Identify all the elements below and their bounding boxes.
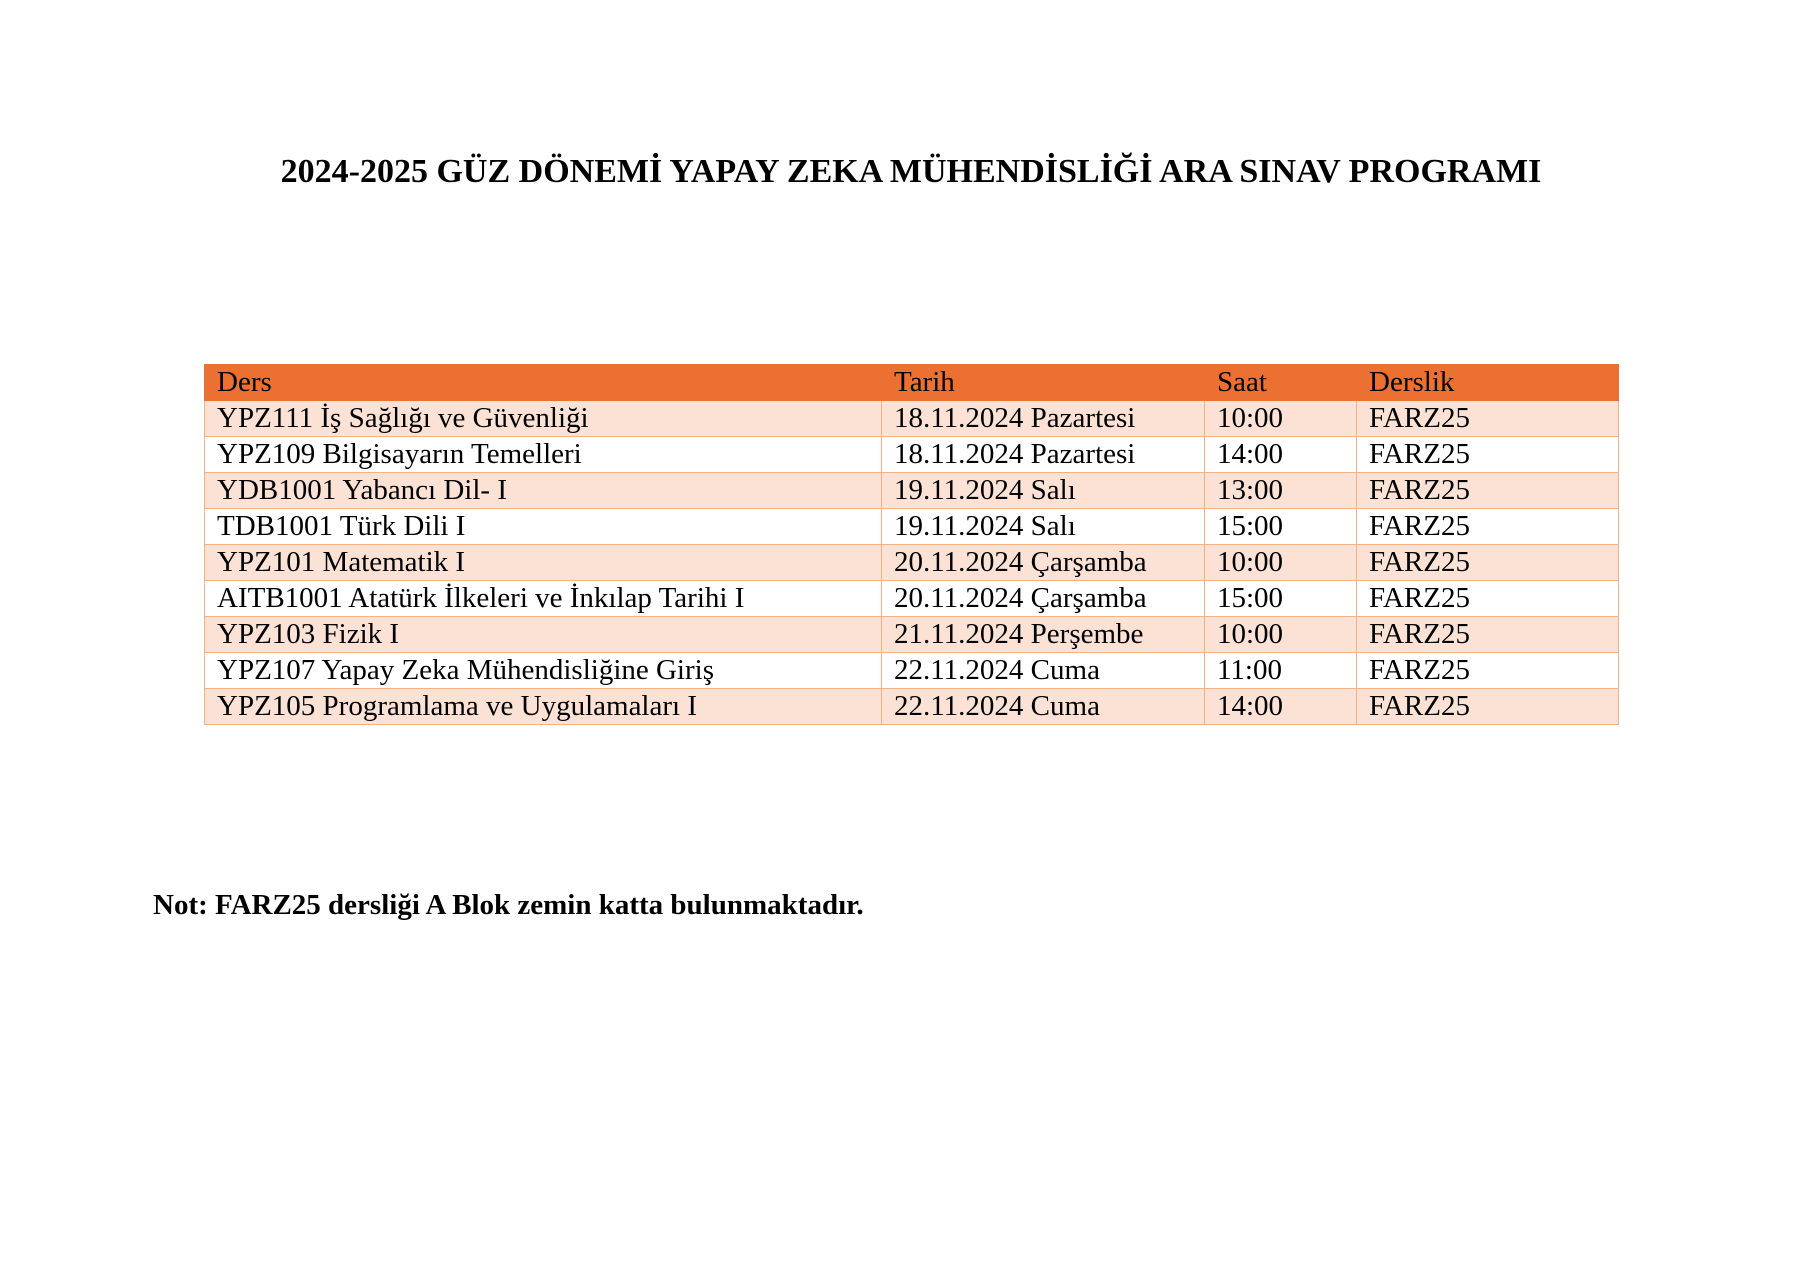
cell-derslik: FARZ25 xyxy=(1357,581,1619,617)
table-row xyxy=(205,545,1619,581)
cell-derslik: FARZ25 xyxy=(1357,473,1619,509)
cell-ders: YPZ101 Matematik I xyxy=(205,545,882,581)
cell-derslik: FARZ25 xyxy=(1357,689,1619,725)
cell-ders: YPZ103 Fizik I xyxy=(205,617,882,653)
table-row xyxy=(205,473,1619,509)
table-row xyxy=(205,401,1619,437)
cell-ders: YDB1001 Yabancı Dil- I xyxy=(205,473,882,509)
header-saat: Saat xyxy=(1205,365,1357,401)
cell-saat: 11:00 xyxy=(1205,653,1357,689)
cell-tarih: 19.11.2024 Salı xyxy=(882,473,1205,509)
header-ders: Ders xyxy=(205,365,882,401)
header-tarih: Tarih xyxy=(882,365,1205,401)
cell-saat: 10:00 xyxy=(1205,401,1357,437)
page-title: 2024-2025 GÜZ DÖNEMİ YAPAY ZEKA MÜHENDİSLİĞİ ARA SINAV PROGRAMI xyxy=(280,153,1542,190)
cell-ders: YPZ107 Yapay Zeka Mühendisliğine Giriş xyxy=(205,653,882,689)
cell-tarih: 21.11.2024 Perşembe xyxy=(882,617,1205,653)
header-derslik: Derslik xyxy=(1357,365,1619,401)
cell-ders: TDB1001 Türk Dili I xyxy=(205,509,882,545)
cell-tarih: 18.11.2024 Pazartesi xyxy=(882,401,1205,437)
table-header-row xyxy=(205,365,1619,401)
table-row xyxy=(205,581,1619,617)
cell-tarih: 22.11.2024 Cuma xyxy=(882,653,1205,689)
table-row xyxy=(205,689,1619,725)
table-row xyxy=(205,617,1619,653)
cell-tarih: 19.11.2024 Salı xyxy=(882,509,1205,545)
cell-tarih: 20.11.2024 Çarşamba xyxy=(882,545,1205,581)
cell-ders: YPZ111 İş Sağlığı ve Güvenliği xyxy=(205,401,882,437)
table-row xyxy=(205,437,1619,473)
cell-tarih: 20.11.2024 Çarşamba xyxy=(882,581,1205,617)
footnote: Not: FARZ25 dersliği A Blok zemin katta bulunmaktadır. xyxy=(153,889,864,921)
cell-ders: YPZ109 Bilgisayarın Temelleri xyxy=(205,437,882,473)
cell-saat: 15:00 xyxy=(1205,581,1357,617)
cell-derslik: FARZ25 xyxy=(1357,437,1619,473)
cell-tarih: 22.11.2024 Cuma xyxy=(882,689,1205,725)
cell-saat: 10:00 xyxy=(1205,617,1357,653)
cell-saat: 14:00 xyxy=(1205,437,1357,473)
cell-saat: 15:00 xyxy=(1205,509,1357,545)
cell-saat: 10:00 xyxy=(1205,545,1357,581)
cell-derslik: FARZ25 xyxy=(1357,509,1619,545)
table-row xyxy=(205,509,1619,545)
cell-derslik: FARZ25 xyxy=(1357,617,1619,653)
cell-ders: AITB1001 Atatürk İlkeleri ve İnkılap Tarihi I xyxy=(205,581,882,617)
exam-schedule-table xyxy=(204,364,1619,725)
cell-saat: 14:00 xyxy=(1205,689,1357,725)
cell-saat: 13:00 xyxy=(1205,473,1357,509)
cell-tarih: 18.11.2024 Pazartesi xyxy=(882,437,1205,473)
table-row xyxy=(205,653,1619,689)
cell-derslik: FARZ25 xyxy=(1357,653,1619,689)
cell-derslik: FARZ25 xyxy=(1357,545,1619,581)
cell-derslik: FARZ25 xyxy=(1357,401,1619,437)
cell-ders: YPZ105 Programlama ve Uygulamaları I xyxy=(205,689,882,725)
